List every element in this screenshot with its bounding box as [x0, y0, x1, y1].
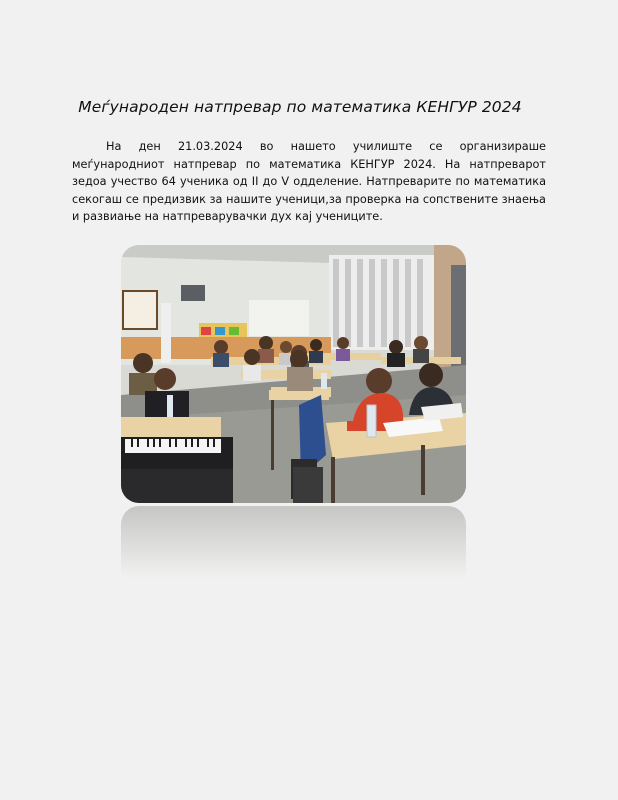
document-title: Меѓународен натпревар по математика КЕНГУР 2024	[78, 98, 522, 116]
classroom-photo-image	[121, 245, 466, 503]
document-paragraph: На ден 21.03.2024 во нашето училиште се организираше меѓународниот натпревар по математика КЕНГУР 2024. На натпреварот зедоа учество 64 ученика од II до V одделение. Натпреварите по математика секогаш се предизвик за нашите ученици,за проверка на сопствените знаења и развиање на натпреварувачки дух кај учениците.	[72, 140, 546, 224]
classroom-photo	[121, 245, 466, 503]
classroom-photo-reflection	[121, 506, 466, 578]
